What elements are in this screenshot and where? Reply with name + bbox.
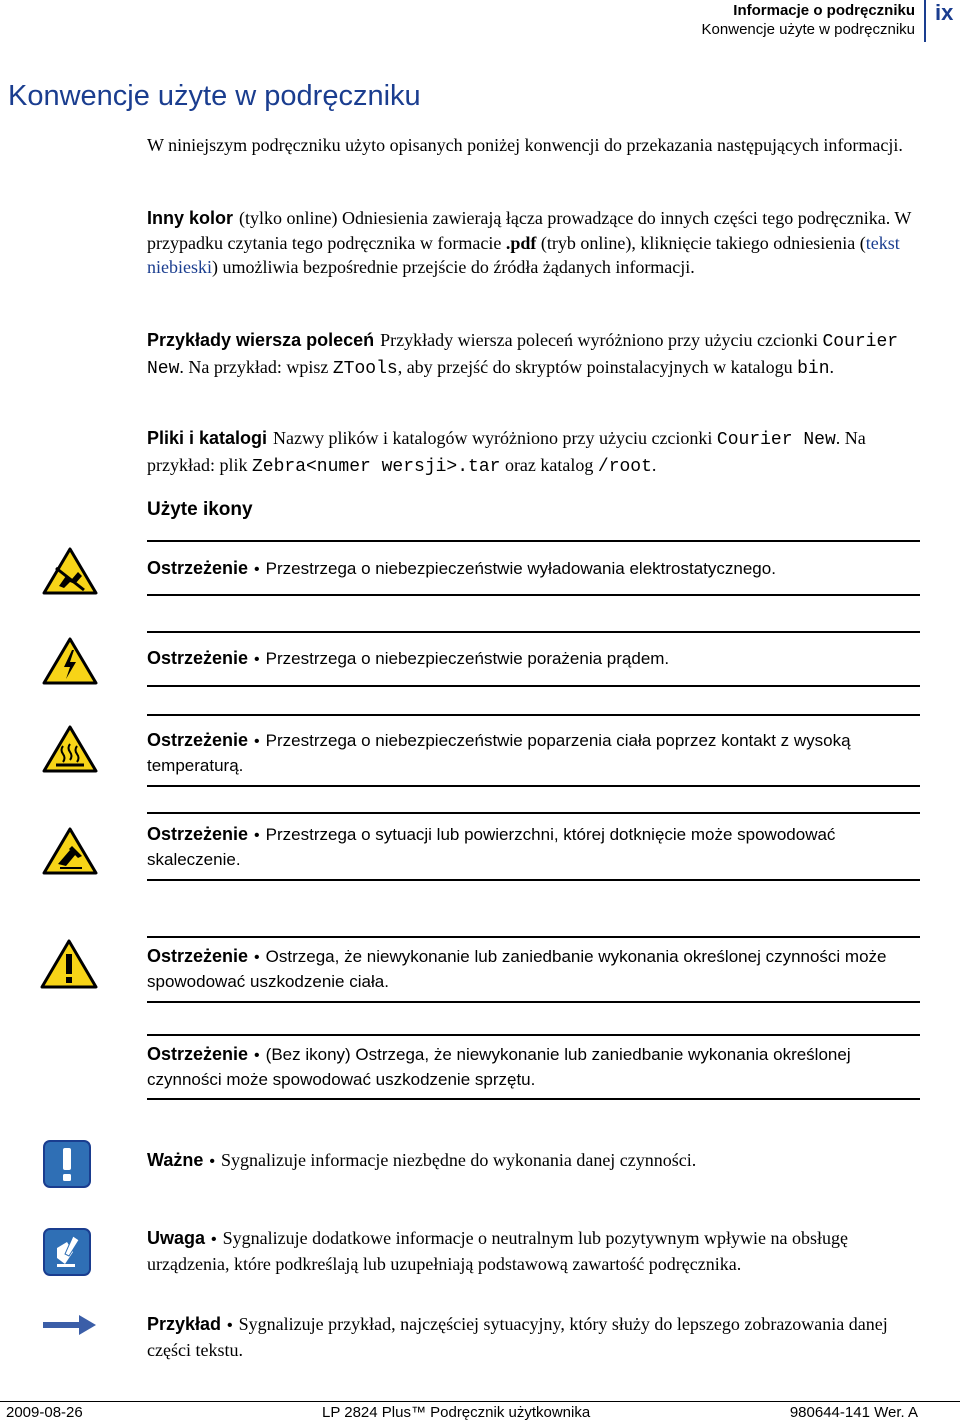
- page-title: Konwencje użyte w podręczniku: [8, 80, 421, 112]
- notice-hot: Ostrzeżenie • Przestrzega o niebezpieczeństwie poparzenia ciała poprzez kontakt z wysoką temperaturą.: [147, 730, 851, 775]
- footer-rule: [0, 1401, 960, 1402]
- esd-warning-icon: [42, 546, 98, 596]
- notice-rule-top: [147, 936, 920, 938]
- notice-rule-bottom: [147, 1098, 920, 1100]
- footer-title: LP 2824 Plus™ Podręcznik użytkownika: [322, 1404, 591, 1421]
- notice-rule-top: [147, 812, 920, 814]
- notice-rule-top: [147, 540, 920, 542]
- convention-files: Pliki i katalogi Nazwy plików i katalogów wyróżniono przy użyciu czcionki Courier New. Na przykład: plik Zebra<numer wersji>.tar oraz katalog /root.: [147, 428, 866, 477]
- header-divider: [924, 0, 926, 42]
- notice-rule-top: [147, 714, 920, 716]
- exclamation-warning-icon: [40, 938, 98, 990]
- notice-cut: Ostrzeżenie • Przestrzega o sytuacji lub powierzchni, której dotknięcie może spowodować skaleczenie.: [147, 824, 836, 869]
- convention-term: Inny kolor: [147, 208, 234, 228]
- notice-rule-bottom: [147, 685, 920, 687]
- notice-rule-bottom: [147, 594, 920, 596]
- notice-example: Przykład • Sygnalizuje przykład, najczęściej sytuacyjny, który służy do lepszego zobrazowania danej części tekstu.: [147, 1314, 888, 1360]
- notice-equipment: Ostrzeżenie • (Bez ikony) Ostrzega, że niewykonanie lub zaniedbanie wykonania określonej czynności może spowodować uszkodzenie sprzętu.: [147, 1044, 851, 1089]
- notice-rule-bottom: [147, 785, 920, 787]
- convention-term: Przykłady wiersza poleceń: [147, 330, 375, 350]
- header-section-title: Informacje o podręczniku: [733, 2, 915, 19]
- notice-rule-bottom: [147, 1001, 920, 1003]
- notice-shock: Ostrzeżenie • Przestrzega o niebezpieczeństwie porażenia prądem.: [147, 648, 670, 668]
- important-icon: [43, 1140, 91, 1188]
- notice-rule-top: [147, 631, 920, 633]
- convention-command: Przykłady wiersza poleceń Przykłady wiersza poleceń wyróżniono przy użyciu czcionki Courier New. Na przykład: wpisz ZTools, aby przejść do skryptów poinstalacyjnych w katalogu bin.: [147, 330, 899, 379]
- hot-surface-icon: [42, 724, 98, 774]
- electric-shock-icon: [42, 636, 98, 686]
- page-number: ix: [935, 0, 954, 25]
- convention-term: Pliki i katalogi: [147, 428, 268, 448]
- notice-important: Ważne • Sygnalizuje informacje niezbędne do wykonania danej czynności.: [147, 1150, 697, 1170]
- cut-hazard-icon: [42, 826, 98, 876]
- notice-note: Uwaga • Sygnalizuje dodatkowe informacje o neutralnym lub pozytywnym wpływie na obsługę urządzenia, które podkreślają lub uzupełniają podstawową zawartość podręcznika.: [147, 1228, 848, 1274]
- icons-heading: Użyte ikony: [147, 499, 253, 520]
- footer-part-number: 980644-141 Wer. A: [789, 1404, 918, 1421]
- notice-esd: Ostrzeżenie • Przestrzega o niebezpieczeństwie wyładowania elektrostatycznego.: [147, 558, 776, 578]
- header-subsection-title: Konwencje użyte w podręczniku: [701, 21, 915, 38]
- note-icon: [43, 1228, 91, 1276]
- link-sample[interactable]: tekst niebieski: [147, 232, 900, 277]
- notice-rule-top: [147, 1034, 920, 1036]
- notice-rule-bottom: [147, 879, 920, 881]
- notice-general: Ostrzeżenie • Ostrzega, że niewykonanie lub zaniedbanie wykonania określonej czynności może spowodować uszkodzenie ciała.: [147, 946, 887, 991]
- convention-color: Inny kolor (tylko online) Odniesienia zawierają łącza prowadzące do innych części tego podręcznika. W przypadku czytania tego podręcznika w formacie .pdf (tryb online), kliknięcie takiego odniesienia (tekst niebieski) umożliwia bezpośrednie przejście do źródła żądanych informacji.: [147, 208, 912, 277]
- footer-date: 2009-08-26: [6, 1404, 83, 1421]
- arrow-right-icon: [43, 1314, 97, 1336]
- intro-paragraph: W niniejszym podręczniku użyto opisanych poniżej konwencji do przekazania następujących informacji.: [147, 135, 903, 155]
